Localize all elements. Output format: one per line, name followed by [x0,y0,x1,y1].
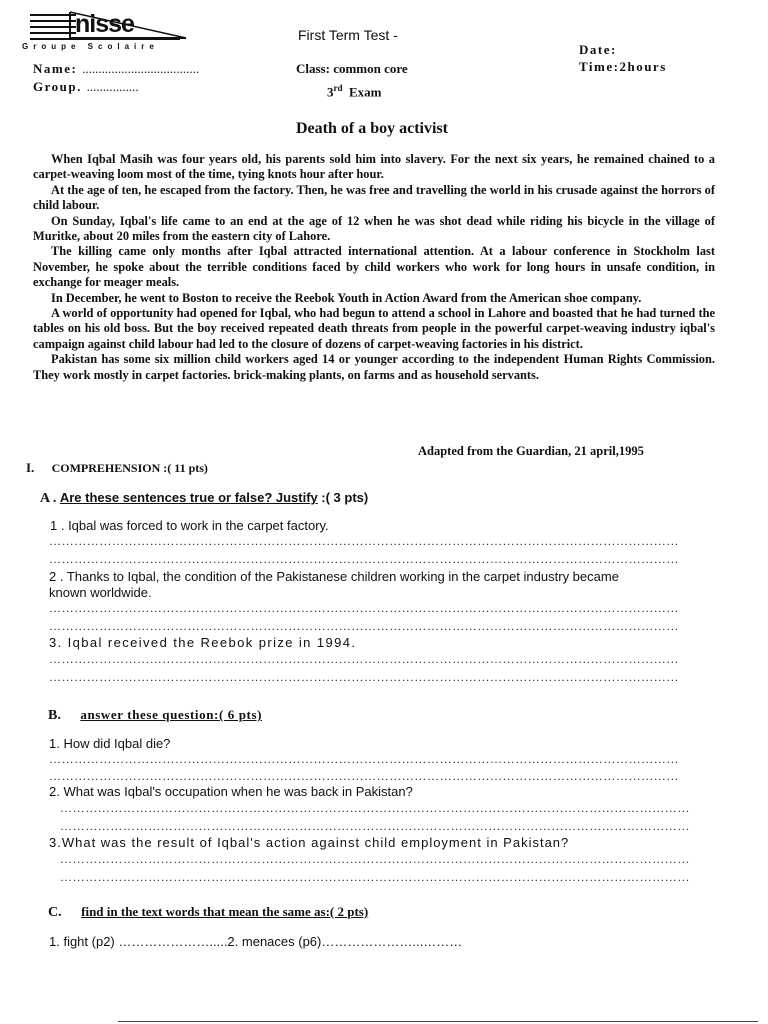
answer-line[interactable]: …………………………………………………………………………………………………………………………………… [49,601,679,615]
answer-line[interactable]: …………………………………………………………………………………………………………………………………… [49,552,679,566]
school-logo [20,10,190,54]
answer-line[interactable]: …………………………………………………………………………………………………………………………………… [49,534,679,548]
question-b1: 1. How did Iqbal die? [49,736,171,751]
section-title: COMPREHENSION :( 11 pts) [51,461,208,475]
answer-line[interactable]: …………………………………………………………………………………………………………………………………… [60,870,690,884]
date-label: Date: [579,42,617,57]
question-a3: 3. Iqbal received the Reebok prize in 1994. [49,635,357,650]
passage-paragraph: On Sunday, Iqbal's life came to an end at the age of 12 when he was shot dead while riding his bicycle in the village of Muritke, about 20 miles from the eastern city of Lahore. [33,213,715,244]
passage-paragraph: When Iqbal Masih was four years old, his parents sold him into slavery. For the next six years, he remained chained to a carpet-weaving loom most of the time, tying knots hour after hour. [33,152,715,182]
answer-line[interactable]: …………………………………………………………………………………………………………………………………… [60,801,690,815]
answer-line[interactable]: …………………………………………………………………………………………………………………………………… [49,670,679,684]
part-a-heading [40,490,368,507]
passage-title: Death of a boy activist [296,120,448,137]
group-blank[interactable]: ................ [86,79,139,94]
page-bottom-rule [118,1021,758,1022]
time-label: Time:2hours [579,59,667,74]
answer-line[interactable]: …………………………………………………………………………………………………………………………………… [49,652,679,666]
passage-paragraph: Pakistan has some six million child workers aged 14 or younger according to the independent Human Rights Commission. They work mostly in carpet factories. brick-making plants, on farms and as household servants. [33,352,715,382]
part-b-heading [48,707,262,724]
passage-paragraph: A world of opportunity had opened for Iqbal, who had begun to attend a school in Lahore and boasted that he had turned the tables on his old boss. But the boy received repeated death threats from people in the powerful carpet-weaving industry iqbal's campaign against child labour had led to the closure of dozens of carpet-weaving factories in his district. [33,306,715,351]
group-label: Group. [33,79,82,94]
question-b3: 3.What was the result of Iqbal's action against child employment in Pakistan? [49,835,570,850]
name-label: Name: [33,61,78,76]
passage-paragraph: At the age of ten, he escaped from the factory. Then, he was free and travelling the world in his crusade against the horrors of child labour. [33,182,715,213]
passage-paragraph: In December, he went to Boston to receive the Reebok Youth in Action Award from the American shoe company. [51,290,642,305]
answer-line[interactable]: …………………………………………………………………………………………………………………………………… [60,852,690,866]
question-a2-line2: known worldwide. [49,585,152,600]
source-citation: Adapted from the Guardian, 21 april,1995 [418,444,644,458]
part-points: :( 3 pts) [321,490,369,505]
name-field[interactable] [33,61,199,77]
section-heading [26,460,208,476]
part-title: answer these question:( 6 pts) [80,707,263,722]
exam-number: 3 [327,84,334,100]
question-a1: 1 . Iqbal was forced to work in the carpet factory. [50,518,329,533]
part-title: find in the text words that mean the same as:( 2 pts) [81,904,369,919]
reading-passage [33,152,715,383]
answer-line[interactable]: …………………………………………………………………………………………………………………………………… [49,752,679,766]
answer-line[interactable]: …………………………………………………………………………………………………………………………………… [49,769,679,783]
exam-word: Exam [349,84,382,100]
question-b2: 2. What was Iqbal's occupation when he was back in Pakistan? [49,784,413,799]
part-letter: C. [48,905,62,920]
logo-subtext: Groupe Scolaire [22,42,159,51]
part-title: Are these sentences true or false? Justify [59,490,318,505]
name-blank[interactable]: .................................... [82,61,200,76]
answer-line[interactable]: …………………………………………………………………………………………………………………………………… [60,819,690,833]
exam-suffix: rd [333,83,343,93]
question-a2-line1: 2 . Thanks to Iqbal, the condition of the Pakistanese children working in the carpet industry became [49,569,619,584]
vocabulary-line[interactable]: 1. fight (p2) ………………….....2. menaces (p6)…………………...……… [49,934,463,949]
class-label: Class: common core [296,61,408,76]
section-numeral: I. [26,460,35,475]
exam-label [327,83,382,100]
part-c-heading [48,904,368,921]
answer-line[interactable]: …………………………………………………………………………………………………………………………………… [49,619,679,633]
part-letter: B. [48,708,61,723]
logo-wordmark: nisse [75,10,134,38]
part-letter: A . [40,491,57,506]
passage-paragraph: The killing came only months after Iqbal attracted international attention. At a labour conference in Stockholm last November, he spoke about the terrible conditions faced by child workers who work for long hours in unsafe condition, in exchange for meager meals. [33,244,715,290]
test-title: First Term Test - [298,27,398,43]
group-field[interactable] [33,79,139,95]
